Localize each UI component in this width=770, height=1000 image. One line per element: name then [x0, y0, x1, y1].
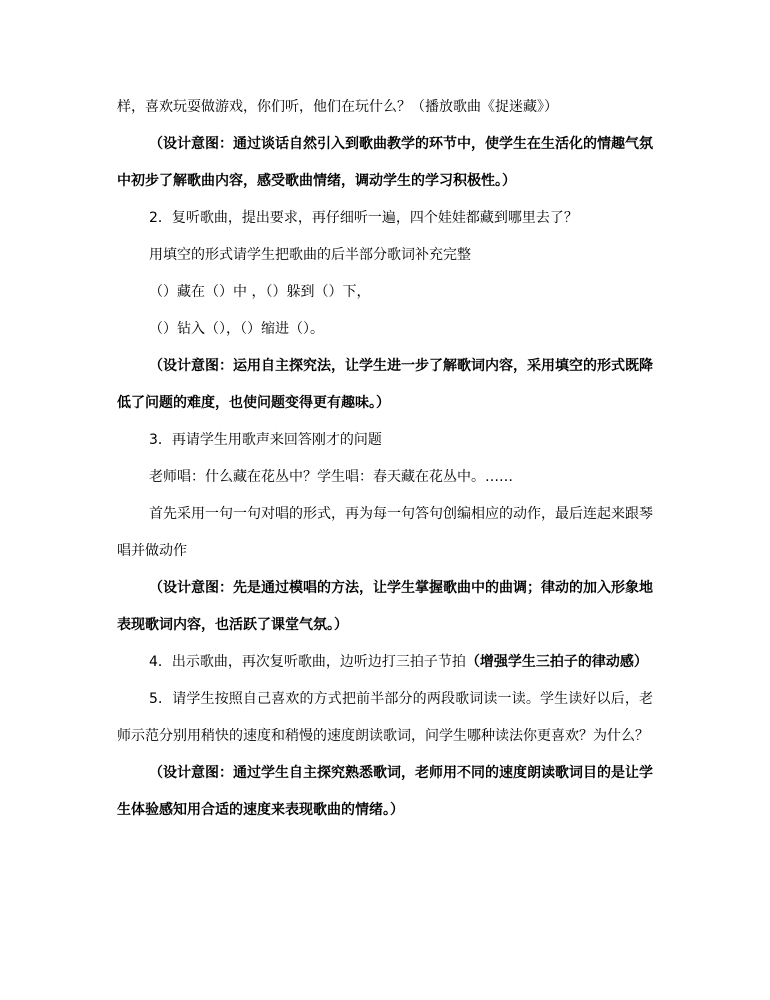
- dialogue-line: 老师唱：什么藏在花丛中？学生唱：春天藏在花丛中。……: [149, 469, 513, 485]
- design-intent-4: （设计意图：通过学生自主探究熟悉歌词，老师用不同的速度朗读歌词目的是让学生体验感知用合适的速度来表现歌曲的情绪。）: [117, 765, 653, 818]
- step-5: 5．请学生按照自己喜欢的方式把前半部分的两段歌词读一读。学生读好以后，老师示范分别用稍快的速度和稍慢的速度朗读歌词，问学生哪种读法你更喜欢？为什么？: [117, 691, 653, 744]
- step-4-bold-note: （增强学生三拍子的律动感）: [465, 654, 648, 670]
- design-intent-2: （设计意图：运用自主探究法，让学生进一步了解歌词内容，采用填空的形式既降低了问题的难度，也使问题变得更有趣味。）: [117, 358, 653, 411]
- method-description: 首先采用一句一句对唱的形式，再为每一句答句创编相应的动作，最后连起来跟琴唱并做动作: [117, 506, 653, 559]
- design-intent-1: （设计意图：通过谈话自然引入到歌曲教学的环节中，使学生在生活化的情趣气氛中初步了解歌曲内容，感受歌曲情绪，调动学生的学习积极性。）: [117, 136, 653, 189]
- step-3: 3．再请学生用歌声来回答刚才的问题: [149, 432, 382, 448]
- paragraph-intro: 样，喜欢玩耍做游戏，你们听，他们在玩什么？（播放歌曲《捉迷藏》）: [117, 99, 558, 115]
- design-intent-3: （设计意图：先是通过模唱的方法，让学生掌握歌曲中的曲调；律动的加入形象地表现歌词内容，也活跃了课堂气氛。）: [117, 580, 653, 633]
- step-4-text: 4．出示歌曲，再次复听歌曲，边听边打三拍子节拍: [149, 654, 466, 670]
- fill-in-line-1: （）藏在（）中 ，（）躲到（）下，: [149, 284, 371, 300]
- fill-in-instruction: 用填空的形式请学生把歌曲的后半部分歌词补充完整: [149, 247, 471, 263]
- fill-in-line-2: （）钻入（），（）缩进（）。: [149, 321, 324, 337]
- step-2: 2．复听歌曲，提出要求，再仔细听一遍，四个娃娃都藏到哪里去了？: [149, 210, 578, 226]
- step-4: [117, 644, 653, 681]
